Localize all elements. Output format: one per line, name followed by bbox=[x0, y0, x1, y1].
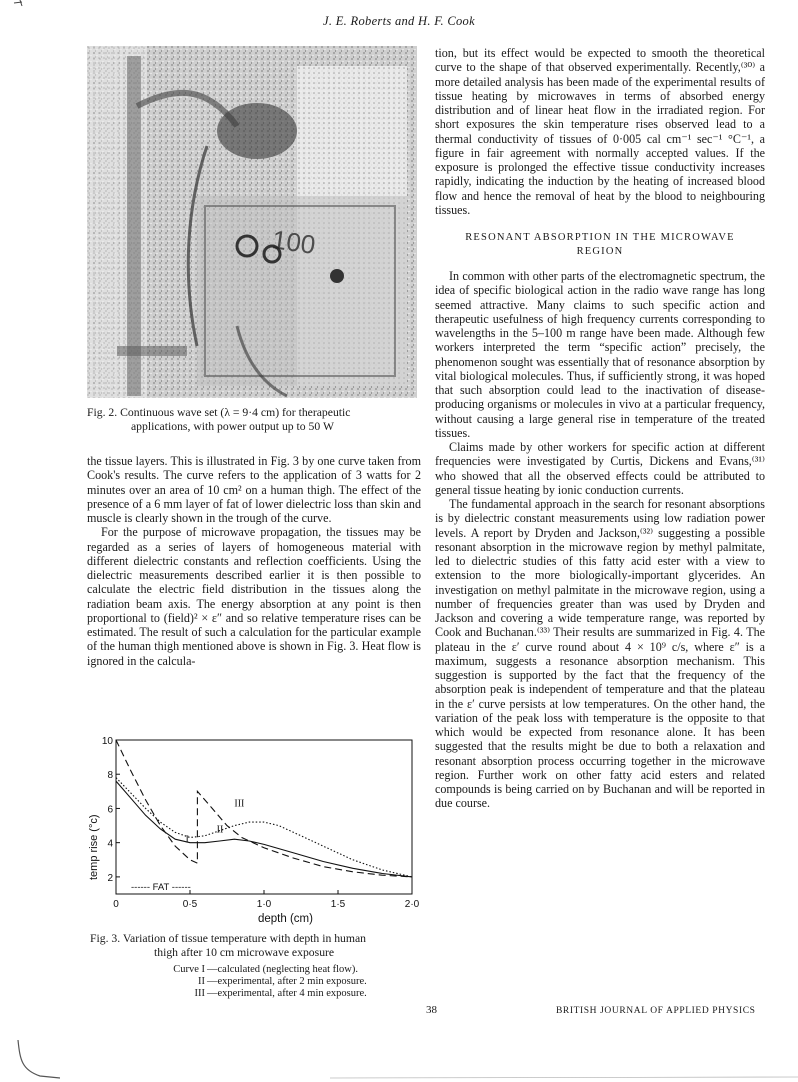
series-label-II: II bbox=[216, 824, 224, 836]
figure3-caption-title: Fig. 3. Variation of tissue temperature with depth in human bbox=[90, 932, 367, 945]
section-heading bbox=[435, 231, 765, 259]
legend-label-1: Curve I bbox=[173, 964, 205, 975]
page-number: 38 bbox=[426, 1004, 437, 1016]
figure3-caption-continued: thigh after 10 cm microwave exposure bbox=[154, 946, 335, 959]
legend-label-2: II bbox=[198, 976, 205, 987]
series-line-I bbox=[116, 740, 412, 877]
legend-text-3: —experimental, after 4 min exposure. bbox=[207, 988, 367, 999]
y-tick-label-0: 2 bbox=[107, 872, 113, 884]
x-tick-label-1: 0·5 bbox=[182, 899, 198, 910]
right-column bbox=[435, 46, 765, 811]
section-heading-line-1: RESONANT ABSORPTION IN THE MICROWAVE bbox=[465, 232, 735, 243]
y-tick-label-2: 6 bbox=[107, 804, 113, 816]
right-paragraph-continued: tion, but its effect would be expected to smooth the theoretical curve to the shape of that observed experimentally. Recently,⁽³⁰⁾ a more detailed analysis has been made of the experimental results of tissue heating by microwaves in terms of absorbed energy distribution and of linear heat flow in the irradiated region. For short exposures the skin temperature rises observed lead to a thermal conductivity of tissues of 0·005 cal cm⁻¹ sec⁻¹ °C⁻¹, a figure in fair agreement with normally accepted values. If the exposure is prolonged the effective tissue conductivity increases rapidly, indicating the induction by the heating of increased blood flow and hence the removal of heat by the blood to neighbouring tissues. bbox=[435, 46, 765, 217]
x-tick-label-3: 1·5 bbox=[330, 899, 346, 910]
figure2-caption-continued: applications, with power output up to 50 W bbox=[131, 420, 334, 433]
figure2-caption bbox=[87, 406, 421, 434]
running-head: J. E. Roberts and H. F. Cook bbox=[323, 14, 475, 28]
legend-row-1 bbox=[135, 964, 367, 976]
figure2-photo bbox=[87, 46, 417, 398]
right-paragraph-2: Claims made by other workers for specific action at different frequencies were investigated by Curtis, Dickens and Evans,⁽³¹⁾ who showed that all the observed effects could be attributed to general tissue heating by ionic conduction currents. bbox=[435, 440, 765, 497]
section-heading-line-2: REGION bbox=[576, 246, 624, 257]
figure2-caption-title: Fig. 2. Continuous wave set (λ = 9·4 cm) for therapeutic bbox=[87, 406, 351, 419]
x-axis-label: depth (cm) bbox=[258, 913, 313, 925]
figure2-photo-numerals: 100 bbox=[270, 224, 318, 260]
series-line-II bbox=[116, 781, 412, 877]
legend-label-3: III bbox=[194, 988, 205, 999]
y-tick-label-4: 10 bbox=[101, 736, 113, 747]
left-paragraph-1: the tissue layers. This is illustrated in Fig. 3 by one curve taken from Cook's results. The curve refers to the application of 3 watts for 2 minutes over an area of 10 cm² on a human thigh. The effect of the presence of a 6 mm layer of fat of lower dielectric loss than skin and muscle is clearly shown in the trough of the curve. bbox=[87, 454, 421, 525]
left-column bbox=[87, 454, 421, 668]
x-tick-label-0: 0 bbox=[113, 899, 119, 910]
series-line-III bbox=[116, 778, 412, 877]
series-label-I: I bbox=[185, 834, 189, 846]
right-paragraph-3: The fundamental approach in the search for resonant absorptions is by dielectric constant measurements using low radiation power levels. A report by Dryden and Jackson,⁽³²⁾ suggesting a possible resonant absorption in the microwave region by methyl palmitate, led to dielectric studies of this fatty acid ester with a view to extension to the more biologically-important glycerides. An investigation on methyl palmitate in the microwave region, using a number of frequencies greater than was used by Dryden and Jackson and covering a wide temperature range, was reported by Cook and Buchanan.⁽³³⁾ Their results are summarized in Fig. 4. The plateau in the ε′ curve round about 4 × 10⁹ c/s, where ε″ is a maximum, suggests a resonance absorption mechanism. This suggestion is supported by the fact that the frequency of the absorption peak is independent of temperature and that the plateau in the ε′ curve persists at low temperatures. On the other hand, the variation of the peak loss with temperature is the opposite to that which would be expected from resonance alone. It has been suggested that the results might be due to both a relaxation and resonant absorption process occurring together in the microwave region. Further work on other fatty acid esters and related compounds is being carried on by Buchanan and will be reported in due course. bbox=[435, 497, 765, 811]
y-tick-label-3: 8 bbox=[107, 770, 113, 782]
legend-text-1: —calculated (neglecting heat flow). bbox=[207, 964, 359, 975]
x-tick-label-4: 2·0 bbox=[404, 899, 420, 910]
left-paragraph-2: For the purpose of microwave propagation, the tissues may be regarded as a series of layers of homogeneous material with different dielectric constants and reflection coefficients. Using the dielectric measurements described earlier it is then possible to calculate the electric field distribution in the tissues along the radiation beam axis. The energy absorption at any point is then proportional to (field)² × ε″ and so relative temperature rises can be estimated. The result of such a calculation for the particular example of the human thigh mentioned above is shown in Fig. 3. Heat flow is ignored in the calcula- bbox=[87, 525, 421, 668]
figure3-chart bbox=[86, 730, 426, 930]
y-tick-label-1: 4 bbox=[107, 838, 113, 850]
right-paragraph-1: In common with other parts of the electromagnetic spectrum, the idea of specific biological action in the radio wave range has long seemed attractive. Many claims to such specific action and therapeutic usefulness of high frequency currents corresponding to wavelengths in the 5–100 m range have been made. Although few workers interpreted the term “specific action” precisely, the phenomenon sought was essentially that of resonance absorption by vital biological molecules. Thus, if sufficiently strong, it was hoped that such absorption could lead to the inactivation of disease-producing organisms or molecules in vivo at a particular frequency, without causing a large general rise in temperature of the treated tissues. bbox=[435, 269, 765, 440]
legend-text-2: —experimental, after 2 min exposure. bbox=[207, 976, 367, 987]
series-layer bbox=[116, 740, 412, 877]
journal-name: BRITISH JOURNAL OF APPLIED PHYSICS bbox=[556, 1006, 756, 1016]
x-tick-label-2: 1·0 bbox=[256, 899, 272, 910]
legend-row-2 bbox=[135, 976, 367, 988]
figure3-caption bbox=[90, 932, 430, 960]
fat-annotation: ------ FAT ------ bbox=[131, 882, 191, 893]
labels-layer bbox=[88, 814, 313, 925]
figure3-legend bbox=[135, 964, 367, 1000]
series-label-III: III bbox=[234, 798, 245, 810]
y-axis-label: temp rise (°c) bbox=[88, 814, 100, 880]
legend-row-3 bbox=[135, 988, 367, 1000]
